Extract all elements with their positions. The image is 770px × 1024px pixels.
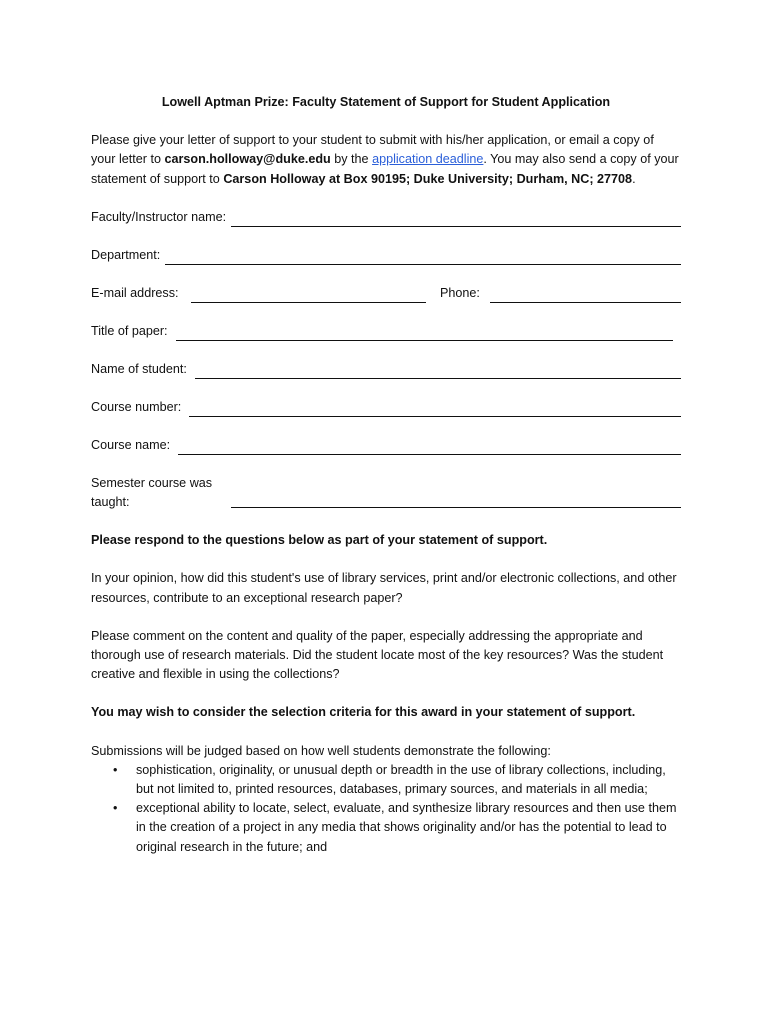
faculty-name-label: Faculty/Instructor name: <box>91 209 227 224</box>
course-name-row <box>91 436 681 455</box>
criteria-section <box>91 742 681 857</box>
criteria-intro: Submissions will be judged based on how well students demonstrate the following: <box>91 743 551 758</box>
bullet-icon: • <box>113 762 118 777</box>
paper-title-label: Title of paper: <box>91 323 168 338</box>
semester-field[interactable] <box>231 493 681 508</box>
email-label: E-mail address: <box>91 285 179 300</box>
email-field[interactable] <box>191 288 427 303</box>
question-1: In your opinion, how did this student's use of library services, print and/or electronic collections, and other resources, contribute to an exceptional research paper? <box>91 571 677 605</box>
mailing-address: Carson Holloway at Box 90195; Duke University; Durham, NC; 27708 <box>223 171 633 186</box>
department-row <box>91 246 681 265</box>
bullet-icon: • <box>113 801 118 816</box>
criteria-text-1: sophistication, originality, or unusual depth or breadth in the use of library collections, including, but not limited to, printed resources, databases, primary sources, and materials in all media; <box>136 762 666 797</box>
department-field[interactable] <box>165 250 681 265</box>
faculty-name-field[interactable] <box>231 212 681 227</box>
intro-text-2: by the <box>330 152 373 167</box>
question-2: Please comment on the content and quality of the paper, especially addressing the appropriate and thorough use of research materials. Did the student locate most of the key resources? Was the student creative and flexible in using the collections? <box>91 628 664 682</box>
form-fields <box>91 208 681 512</box>
course-number-field[interactable] <box>189 402 681 417</box>
course-name-label: Course name: <box>91 437 171 452</box>
course-number-row <box>91 398 681 417</box>
criteria-heading: You may wish to consider the selection criteria for this award in your statement of support. <box>91 705 636 720</box>
application-deadline-link[interactable]: application deadline <box>372 152 484 167</box>
email-phone-row <box>91 284 681 303</box>
intro-text-4: . <box>632 171 636 186</box>
semester-row <box>91 474 681 512</box>
student-name-label: Name of student: <box>91 361 187 376</box>
criteria-text-2: exceptional ability to locate, select, evaluate, and synthesize library resources and then use them in the creation of a project in any media that shows originality and/or has the potential to lead to original research in the future; and <box>136 801 677 854</box>
list-item <box>91 761 681 799</box>
paper-title-row <box>91 322 681 341</box>
student-name-field[interactable] <box>195 364 681 379</box>
page-title: Lowell Aptman Prize: Faculty Statement of Support for Student Application <box>161 95 611 109</box>
semester-label: Semester course was taught: <box>91 475 213 510</box>
course-number-label: Course number: <box>91 399 182 414</box>
email-group <box>91 284 426 303</box>
list-item <box>91 799 681 857</box>
paper-title-field[interactable] <box>176 326 673 341</box>
course-name-field[interactable] <box>178 440 681 455</box>
phone-label: Phone: <box>440 285 480 300</box>
intro-text-1: Please give your letter of support to your student to submit with his/her application, or email a copy of your letter to <box>91 133 654 167</box>
phone-field[interactable] <box>490 288 681 303</box>
criteria-list <box>91 761 681 857</box>
student-name-row <box>91 360 681 379</box>
contact-email: carson.holloway@duke.edu <box>164 152 331 167</box>
intro-text-3: . You may also send a copy of your statement of support to <box>91 152 679 186</box>
phone-group <box>440 284 681 303</box>
department-label: Department: <box>91 247 161 262</box>
faculty-name-row <box>91 208 681 227</box>
questions-heading: Please respond to the questions below as part of your statement of support. <box>91 533 548 548</box>
intro-paragraph <box>91 131 681 189</box>
document-page <box>91 93 681 857</box>
